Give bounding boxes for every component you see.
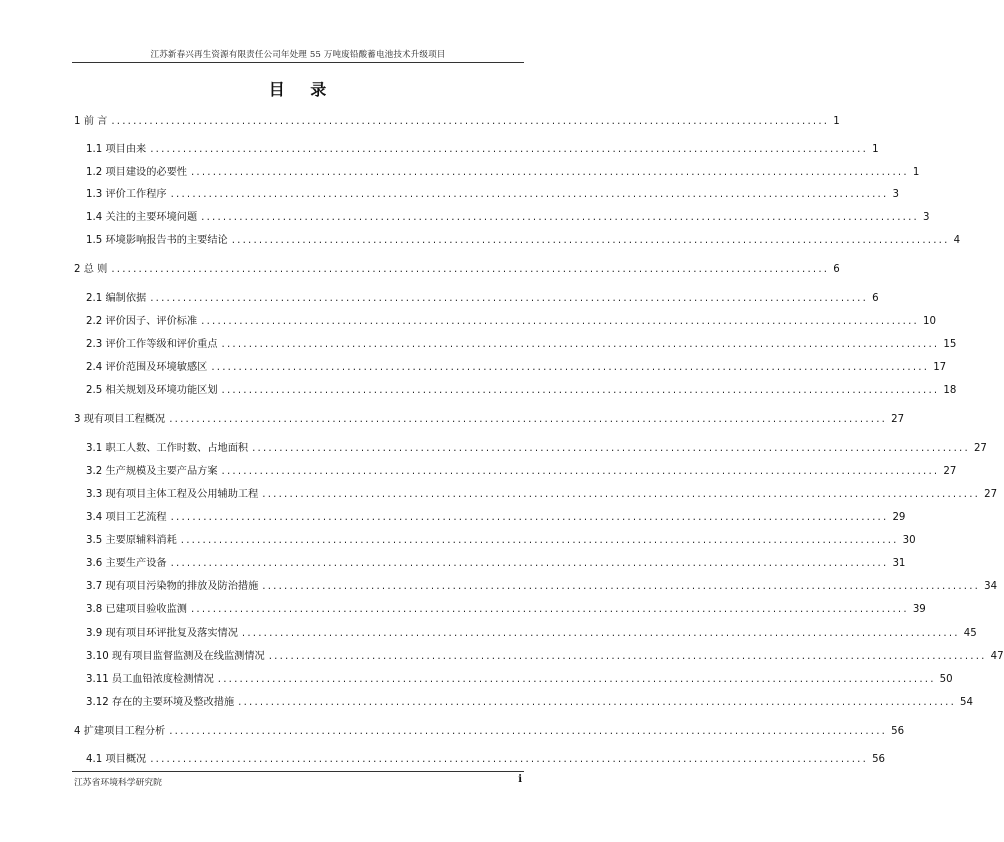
toc-entry[interactable] <box>86 360 947 376</box>
toc-entry-label: 3.9 现有项目环评批复及落实情况 <box>86 628 238 639</box>
toc-entry-page: 15 <box>943 339 957 350</box>
toc-entry[interactable] <box>86 165 920 181</box>
toc-entry[interactable] <box>86 291 879 307</box>
toc-leader-dots: .................................................................................................................................... <box>238 697 957 708</box>
page-number: i <box>518 774 522 785</box>
toc-entry[interactable] <box>86 649 1004 665</box>
toc-entry-page: 3 <box>892 189 899 200</box>
toc-entry-page: 27 <box>943 466 957 477</box>
toc-entry-label: 3.7 现有项目污染物的排放及防治措施 <box>86 581 259 592</box>
toc-entry-label: 1.2 项目建设的必要性 <box>86 167 187 178</box>
toc-leader-dots: .................................................................................................................................... <box>169 414 888 425</box>
toc-leader-dots: .................................................................................................................................... <box>241 628 960 639</box>
toc-entry-page: 45 <box>963 628 977 639</box>
toc-entry-page: 34 <box>984 581 998 592</box>
toc-entry-page: 56 <box>891 726 905 737</box>
toc-entry-page: 1 <box>872 144 879 155</box>
toc-entry[interactable] <box>86 533 916 549</box>
toc-entry-page: 50 <box>939 674 953 685</box>
toc-entry-page: 56 <box>872 754 886 765</box>
toc-entry-page: 18 <box>943 385 957 396</box>
toc-entry-label: 1.4 关注的主要环境问题 <box>86 212 198 223</box>
toc-entry[interactable] <box>86 695 973 711</box>
toc-entry[interactable] <box>86 752 886 768</box>
toc-entry-label: 4 扩建项目工程分析 <box>74 726 166 737</box>
footer-organization: 江苏省环境科学研究院 <box>74 778 162 788</box>
toc-entry-label: 1.1 项目由来 <box>86 144 147 155</box>
toc-leader-dots: .................................................................................................................................... <box>217 674 936 685</box>
toc-entry[interactable] <box>86 510 906 526</box>
toc-entry-page: 31 <box>892 558 906 569</box>
toc-leader-dots: .................................................................................................................................... <box>190 604 909 615</box>
toc-leader-dots: .................................................................................................................................... <box>150 754 869 765</box>
toc-entry-page: 17 <box>933 362 947 373</box>
toc-entry[interactable] <box>86 626 977 642</box>
toc-entry-label: 1 前 言 <box>74 116 108 127</box>
toc-leader-dots: .................................................................................................................................... <box>201 212 919 223</box>
toc-entry[interactable] <box>86 142 879 158</box>
toc-entry-label: 1.3 评价工作程序 <box>86 189 167 200</box>
toc-entry[interactable] <box>86 210 930 226</box>
toc-entry-label: 3.3 现有项目主体工程及公用辅助工程 <box>86 489 259 500</box>
toc-entry-page: 30 <box>902 535 916 546</box>
toc-entry-label: 3.12 存在的主要环境及整改措施 <box>86 697 235 708</box>
toc-entry-page: 39 <box>912 604 926 615</box>
toc-entry-page: 27 <box>984 489 998 500</box>
toc-entry-page: 27 <box>891 414 905 425</box>
toc-entry-label: 3.10 现有项目监督监测及在线监测情况 <box>86 651 265 662</box>
toc-entry-label: 3.1 职工人数、工作时数、占地面积 <box>86 443 249 454</box>
toc-entry[interactable] <box>86 487 998 503</box>
toc-entry-label: 3 现有项目工程概况 <box>74 414 166 425</box>
toc-entry-label: 2.3 评价工作等级和评价重点 <box>86 339 218 350</box>
toc-leader-dots: .................................................................................................................................... <box>170 512 889 523</box>
toc-leader-dots: .................................................................................................................................... <box>180 535 899 546</box>
toc-leader-dots: .................................................................................................................................... <box>201 316 919 327</box>
toc-title: 目 录 <box>268 80 337 99</box>
toc-entry-page: 29 <box>892 512 906 523</box>
toc-entry[interactable] <box>86 672 953 688</box>
toc-entry-label: 3.5 主要原辅料消耗 <box>86 535 177 546</box>
toc-entry-label: 1.5 环境影响报告书的主要结论 <box>86 235 228 246</box>
page-header: 江苏新春兴再生资源有限责任公司年处理 55 万吨废铅酸蓄电池技术升级项目 <box>150 50 446 60</box>
toc-leader-dots: .................................................................................................................................... <box>170 189 889 200</box>
toc-entry-page: 6 <box>833 264 840 275</box>
toc-entry-label: 2.2 评价因子、评价标准 <box>86 316 198 327</box>
toc-entry-label: 3.8 已建项目验收监测 <box>86 604 187 615</box>
toc-entry[interactable] <box>74 262 840 278</box>
footer-rule <box>72 771 524 772</box>
toc-entry-page: 47 <box>990 651 1004 662</box>
toc-entry-page: 54 <box>960 697 973 708</box>
toc-leader-dots: .................................................................................................................................... <box>170 558 889 569</box>
toc-entry[interactable] <box>86 383 957 399</box>
toc-entry-label: 4.1 项目概况 <box>86 754 147 765</box>
toc-entry-page: 10 <box>923 316 936 327</box>
toc-leader-dots: .................................................................................................................................... <box>190 167 909 178</box>
toc-entry-label: 3.6 主要生产设备 <box>86 558 167 569</box>
toc-leader-dots: .................................................................................................................................... <box>221 385 940 396</box>
toc-entry-label: 2 总 则 <box>74 264 108 275</box>
toc-leader-dots: .................................................................................................................................... <box>211 362 930 373</box>
toc-leader-dots: .................................................................................................................................... <box>252 443 970 454</box>
toc-leader-dots: .................................................................................................................................... <box>150 293 869 304</box>
toc-entry-page: 27 <box>973 443 987 454</box>
toc-entry[interactable] <box>86 579 998 595</box>
toc-entry[interactable] <box>86 464 957 480</box>
toc-leader-dots: .................................................................................................................................... <box>111 116 830 127</box>
toc-leader-dots: .................................................................................................................................... <box>150 144 869 155</box>
toc-entry[interactable] <box>74 114 840 130</box>
toc-leader-dots: .................................................................................................................................... <box>262 581 981 592</box>
toc-entry[interactable] <box>86 441 987 457</box>
toc-entry-label: 2.4 评价范围及环境敏感区 <box>86 362 208 373</box>
toc-leader-dots: .................................................................................................................................... <box>268 651 987 662</box>
toc-entry[interactable] <box>74 412 905 428</box>
toc-leader-dots: .................................................................................................................................... <box>221 339 940 350</box>
toc-entry-page: 1 <box>833 116 840 127</box>
toc-entry[interactable] <box>86 602 926 618</box>
toc-leader-dots: .................................................................................................................................... <box>169 726 888 737</box>
toc-entry[interactable] <box>86 314 936 330</box>
toc-entry-label: 2.1 编制依据 <box>86 293 147 304</box>
toc-entry[interactable] <box>86 556 906 572</box>
toc-entry-label: 3.2 生产规模及主要产品方案 <box>86 466 218 477</box>
toc-leader-dots: .................................................................................................................................... <box>262 489 981 500</box>
toc-entry[interactable] <box>74 724 905 740</box>
toc-entry-label: 3.11 员工血铅浓度检测情况 <box>86 674 214 685</box>
toc-entry-page: 1 <box>912 167 920 178</box>
toc-entry[interactable] <box>86 187 899 203</box>
header-rule <box>72 62 524 63</box>
toc-entry[interactable] <box>86 337 957 353</box>
toc-entry-label: 2.5 相关规划及环境功能区划 <box>86 385 218 396</box>
toc-leader-dots: .................................................................................................................................... <box>231 235 950 246</box>
toc-leader-dots: .................................................................................................................................... <box>111 264 830 275</box>
toc-entry-page: 6 <box>872 293 879 304</box>
toc-entry[interactable] <box>86 233 961 249</box>
toc-leader-dots: .................................................................................................................................... <box>221 466 940 477</box>
toc-entry-page: 4 <box>953 235 961 246</box>
toc-entry-page: 3 <box>923 212 930 223</box>
toc-entry-label: 3.4 项目工艺流程 <box>86 512 167 523</box>
